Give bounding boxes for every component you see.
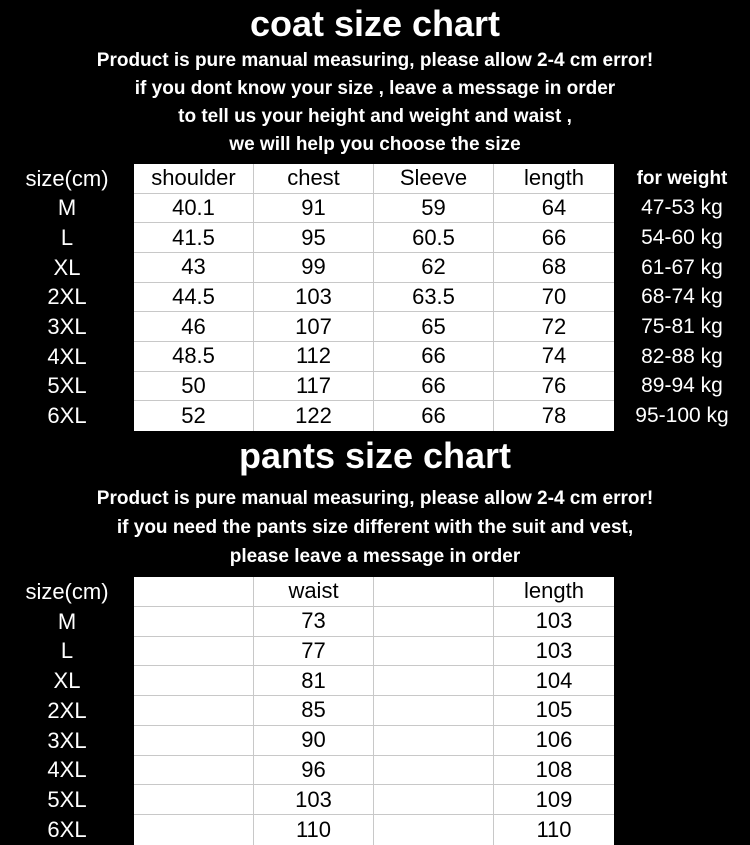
coat-size-label: 5XL	[47, 373, 87, 399]
pants-column-header	[134, 577, 254, 607]
coat-note-4: we will help you choose the size	[229, 134, 521, 155]
pants-table-cell	[374, 785, 494, 815]
coat-table-cell: 52	[134, 401, 254, 431]
pants-table-cell: 85	[254, 696, 374, 726]
pants-table-cell: 73	[254, 607, 374, 637]
coat-table-cell: 66	[494, 223, 614, 253]
coat-table-cell: 66	[374, 342, 494, 372]
coat-size-label: 3XL	[47, 314, 87, 340]
pants-table-cell: 104	[494, 666, 614, 696]
pants-table-cell: 103	[254, 785, 374, 815]
coat-title: coat size chart	[249, 3, 501, 44]
coat-weight-column	[614, 164, 750, 431]
pants-table-cell	[374, 726, 494, 756]
coat-table-cell: 72	[494, 312, 614, 342]
pants-table-cell: 96	[254, 756, 374, 786]
pants-table-cell	[374, 696, 494, 726]
pants-table-cell: 77	[254, 637, 374, 667]
coat-table-cell: 40.1	[134, 194, 254, 224]
coat-table-cell: 43	[134, 253, 254, 283]
pants-table-cell: 108	[494, 756, 614, 786]
coat-table-cell: 63.5	[374, 283, 494, 313]
pants-table-cell: 90	[254, 726, 374, 756]
coat-table-cell: 70	[494, 283, 614, 313]
pants-size-label: L	[60, 638, 74, 664]
coat-weight-value: 89-94 kg	[641, 374, 723, 398]
coat-weight-value: 75-81 kg	[641, 315, 723, 339]
coat-table-cell: 74	[494, 342, 614, 372]
coat-table-cell: 48.5	[134, 342, 254, 372]
pants-size-header: size(cm)	[25, 578, 109, 604]
coat-column-header: shoulder	[134, 164, 254, 194]
pants-table-cell	[374, 637, 494, 667]
coat-table-cell: 117	[254, 372, 374, 402]
coat-weight-header: for weight	[636, 167, 728, 189]
pants-note-1: Product is pure manual measuring, please allow 2-4 cm error!	[96, 488, 654, 509]
coat-table-cell: 64	[494, 194, 614, 224]
pants-size-label: XL	[53, 668, 81, 694]
pants-table-cell	[134, 756, 254, 786]
coat-column-header: length	[494, 164, 614, 194]
pants-column-header: waist	[254, 577, 374, 607]
coat-size-label: 4XL	[47, 343, 87, 369]
pants-table-cell	[134, 607, 254, 637]
coat-table-cell: 46	[134, 312, 254, 342]
pants-table-cell	[134, 666, 254, 696]
coat-table-cell: 44.5	[134, 283, 254, 313]
pants-column-header: length	[494, 577, 614, 607]
coat-note-3: to tell us your height and weight and waist ,	[178, 106, 572, 127]
pants-table-cell: 103	[494, 607, 614, 637]
pants-size-label: 6XL	[47, 817, 87, 842]
coat-column-header: Sleeve	[374, 164, 494, 194]
coat-table-cell: 65	[374, 312, 494, 342]
pants-note-2: if you need the pants size different with the suit and vest,	[116, 517, 634, 538]
coat-weight-value: 47-53 kg	[641, 196, 723, 220]
coat-table-cell: 76	[494, 372, 614, 402]
coat-table-cell: 112	[254, 342, 374, 372]
coat-table-cell: 62	[374, 253, 494, 283]
pants-size-label: 4XL	[47, 757, 87, 783]
coat-size-column	[0, 164, 134, 431]
pants-table-cell: 103	[494, 637, 614, 667]
coat-size-label: L	[60, 225, 74, 251]
pants-size-table	[134, 577, 614, 845]
coat-weight-value: 68-74 kg	[641, 285, 723, 309]
coat-table-cell: 66	[374, 401, 494, 431]
coat-size-label: 2XL	[47, 284, 87, 310]
coat-weight-value: 54-60 kg	[641, 226, 723, 250]
coat-table-cell: 41.5	[134, 223, 254, 253]
coat-table-cell: 95	[254, 223, 374, 253]
pants-table-cell	[134, 726, 254, 756]
pants-table-cell	[134, 785, 254, 815]
coat-size-table	[134, 164, 614, 431]
pants-size-label: 2XL	[47, 697, 87, 723]
coat-weight-value: 61-67 kg	[641, 255, 723, 279]
pants-size-label: M	[57, 608, 77, 634]
pants-table-cell: 110	[536, 817, 572, 842]
pants-table-cell	[374, 756, 494, 786]
pants-table-cell	[374, 607, 494, 637]
coat-note-1: Product is pure manual measuring, please allow 2-4 cm error!	[96, 50, 654, 71]
pants-table-cell	[374, 666, 494, 696]
pants-table-cell: 106	[494, 726, 614, 756]
pants-table-cell	[134, 696, 254, 726]
pants-table-cell: 105	[494, 696, 614, 726]
pants-column-header	[374, 577, 494, 607]
pants-table-cell	[134, 637, 254, 667]
coat-column-header: chest	[254, 164, 374, 194]
coat-size-label: XL	[53, 254, 81, 280]
coat-table-cell: 59	[374, 194, 494, 224]
coat-table-cell: 122	[254, 401, 374, 431]
coat-table-cell: 66	[374, 372, 494, 402]
pants-table-cell: 110	[254, 815, 374, 845]
coat-table-cell: 91	[254, 194, 374, 224]
pants-title: pants size chart	[238, 435, 512, 476]
coat-size-label: 6XL	[47, 403, 87, 429]
coat-note-2: if you dont know your size , leave a message in order	[134, 78, 616, 99]
pants-table-cell: 109	[494, 785, 614, 815]
pants-size-label: 3XL	[47, 727, 87, 753]
coat-table-cell: 50	[134, 372, 254, 402]
coat-size-label: M	[57, 195, 77, 221]
coat-weight-value: 95-100 kg	[635, 404, 729, 428]
pants-size-label: 5XL	[47, 787, 87, 813]
coat-weight-value: 82-88 kg	[641, 344, 723, 368]
coat-table-cell: 60.5	[374, 223, 494, 253]
pants-table-cell	[374, 815, 494, 845]
pants-table-cell	[134, 815, 254, 845]
coat-table-cell: 78	[541, 403, 567, 429]
coat-table-cell: 103	[254, 283, 374, 313]
coat-table-cell: 107	[254, 312, 374, 342]
pants-table-cell: 81	[254, 666, 374, 696]
pants-note-3: please leave a message in order	[229, 546, 521, 567]
coat-table-cell: 68	[494, 253, 614, 283]
coat-table-cell: 99	[254, 253, 374, 283]
pants-size-column	[0, 577, 134, 845]
coat-size-header: size(cm)	[25, 165, 109, 191]
